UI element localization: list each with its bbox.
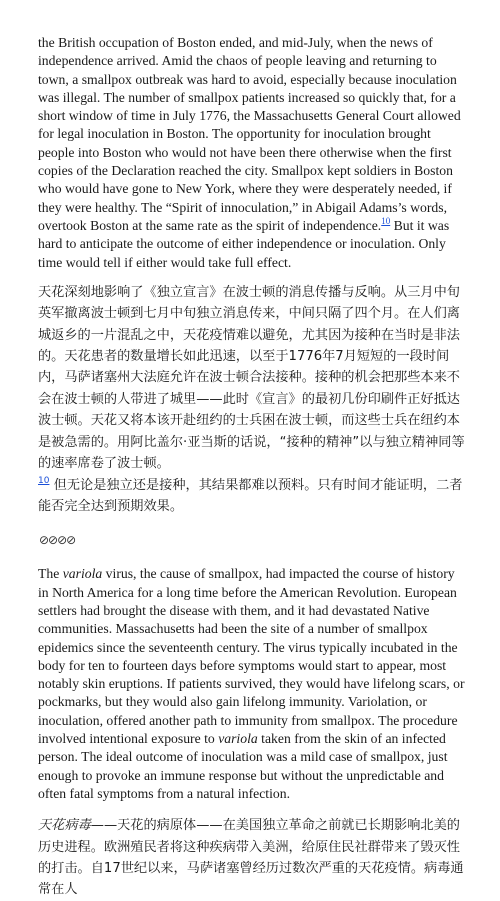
italic-term: variola [218, 731, 258, 746]
italic-term: variola [62, 566, 103, 582]
italic-term: 天花病毒 [38, 818, 91, 834]
paragraph-text: virus, the cause of smallpox, had impacted the course of history in North America for a long time before the American Revolution. European settlers had brought the disease with them, and it had devastated Native communities. Massachusetts had been the site of a number of smallpox epidemics since the seventeenth century. The virus typically incubated in the body for ten to fourteen days before symptoms would start to appear, most notably skin eruptions. If patients survived, they would have lifelong scars, or pockmarks, but they would also gain lifelong immunity. Variolation, or inoculation, offered another path to immunity from smallpox. The procedure involved intentional exposure to [38, 566, 465, 746]
footnote-link[interactable]: 10 [38, 476, 50, 487]
footnote-ref-10[interactable] [38, 473, 49, 486]
chinese-paragraph-variola [38, 815, 466, 901]
section-separator: ⊘⊘⊘⊘ [39, 533, 76, 548]
english-paragraph-boston-outbreak [38, 34, 466, 272]
paragraph-text: 但无论是独立还是接种，其结果都难以预料。只有时间才能证明，二者能否完全达到预期效果。 [38, 477, 463, 514]
paragraph-text: the British occupation of Boston ended, and mid-July, when the news of independence arrived. Amid the chaos of people leaving and returning to town, a smallpox outbreak was hard to avoid, especially because inoculation was illegal. The number of smallpox patients increased so quickly that, for a short window of time in July 1776, the Massachusetts General Court allowed for legal inoculation in Boston. The opportunity for inoculation brought people into Boston who would not have been there otherwise when the first copies of the Declaration reached the city. Smallpox kept soldiers in Boston who would have gone to New York, where they were desperately needed, if they were healthy. The “Spirit of innoculation,” in Abigail Adams’s words, overtook Boston at the same rate as the spirit of independence. [38, 35, 461, 233]
paragraph-text: 天花深刻地影响了《独立宣言》在波士顿的消息传播与反响。从三月中旬英军撤离波士顿到七月中旬独立消息传来，中间只隔了四个月。在人们离城返乡的一片混乱之中，天花疫情难以避免，尤其因为接种在当时是非法的。天花患者的数量增长如此迅速，以至于1776年7月短短的一段时间内，马萨诸塞州大法庭允许在波士顿合法接种。接种的机会把那些本来不会在波士顿的人带进了城里——此时《宣言》的最初几份印刷件正好抵达波士顿。天花又将本该开赴纽约的士兵困在波士顿，而这些士兵在纽约本是被急需的。用阿比盖尔·亚当斯的话说，“接种的精神”以与独立精神同等的速率席卷了波士顿。 [38, 284, 465, 472]
footnote-ref-10[interactable] [381, 215, 390, 227]
paragraph-text: taken from the skin of an infected person. The ideal outcome of inoculation was a mild case of smallpox, just enough to provoke an immune response but without the unpredictable and often fatal symptoms from a natural infection. [38, 731, 448, 801]
paragraph-text: ——天花的病原体——在美国独立革命之前就已长期影响北美的历史进程。欧洲殖民者将这种疾病带入美洲，给原住民社群带来了毁灭性的打击。自17世纪以来，马萨诸塞曾经历过数次严重的天花疫情。病毒通常在人 [38, 818, 464, 898]
english-paragraph-variola [38, 565, 466, 803]
paragraph-text: The [38, 566, 63, 582]
chinese-paragraph-boston-outbreak [38, 282, 466, 517]
document-page [38, 34, 466, 901]
footnote-link[interactable]: 10 [381, 216, 391, 227]
paragraph-text: But it was hard to anticipate the outcome of either independence or inoculation. Only time would tell if either would take full effect. [38, 217, 450, 270]
